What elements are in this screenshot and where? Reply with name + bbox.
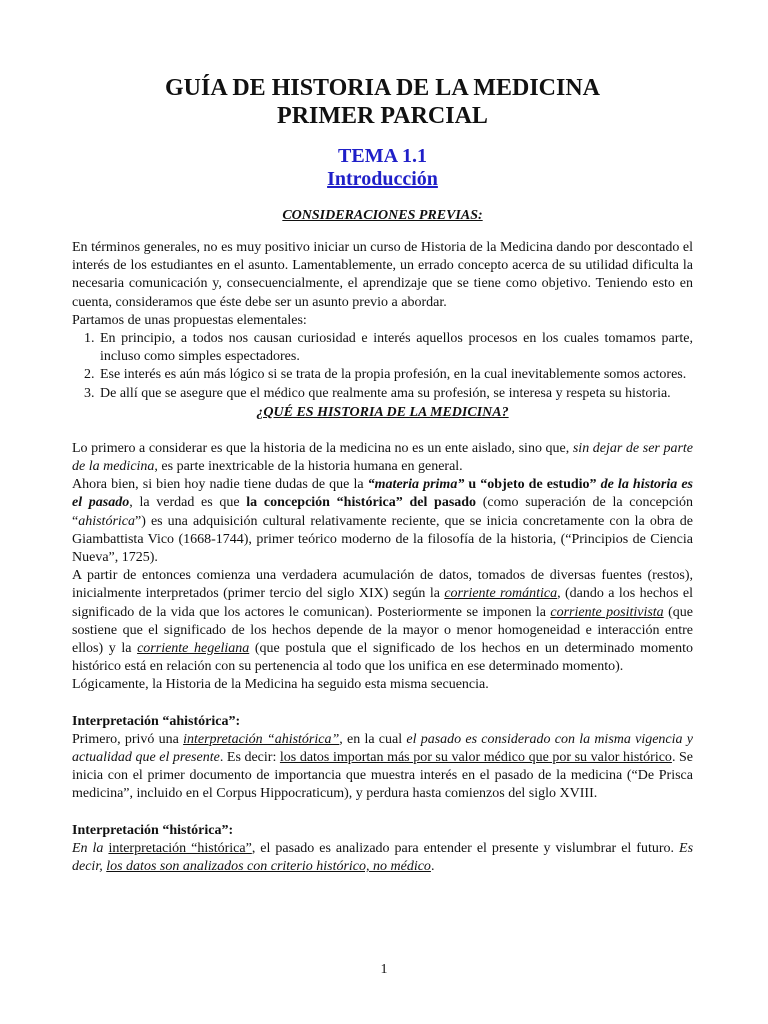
text-run: (que sostiene que el significado de los hechos depende de la mayor o menor homogeneidad e interacción entre ellos) y la — [72, 604, 693, 657]
title-line-2: PRIMER PARCIAL — [277, 103, 488, 129]
text-run: ”) es una adquisición cultural relativamente reciente, que se inicia concretamente con la obra de Giambattista Vico (1668-1744), primer teórico moderno de la filosofía de la historia, (“Principios de Ciencia Nueva”, 1725). — [72, 513, 693, 566]
text-run-underline: los datos importan más por su valor médico que por su valor histórico — [279, 750, 672, 766]
paragraph-consideraciones: En términos generales, no es muy positivo iniciar un curso de Historia de la Medicina dando por descontado el interés de los estudiantes en el asunto. Lamentablemente, un errado concepto acerca de su utilidad dificulta la necesaria comunicación y, consecuencialmente, el aprendizaje que se tiene como objetivo. Teniendo esto en cuenta, consideramos que éste debe ser un asunto previo a abordar. — [72, 240, 693, 310]
text-run-italic-underline: corriente hegeliana — [137, 641, 250, 657]
text-run-italic: Es decir, — [72, 840, 694, 875]
tema-label: TEMA 1.1 — [338, 145, 427, 167]
subheading-historica: Interpretación “histórica”: — [72, 822, 234, 838]
paragraph-ahistorica — [72, 731, 693, 804]
section-heading-consideraciones: CONSIDERACIONES PREVIAS: — [282, 208, 483, 223]
text-run-italic-underline: los datos son analizados con criterio histórico, no médico — [106, 859, 431, 875]
section-heading-que-es: ¿QUÉ ES HISTORIA DE LA MEDICINA? — [256, 404, 509, 420]
text-run-bold-italic: de la historia es el pasado — [72, 477, 694, 511]
text-run-italic: el pasado es considerado con la misma vigencia y actualidad que el presente — [72, 731, 693, 766]
document-page — [72, 74, 693, 876]
paragraph-secuencia: Lógicamente, la Historia de la Medicina ha seguido esta misma secuencia. — [72, 677, 489, 693]
text-run-underline: interpretación “histórica” — [108, 840, 252, 856]
text-run: , el pasado es analizado para entender el presente y vislumbrar el futuro. — [251, 840, 680, 856]
text-run-italic: En la — [72, 840, 109, 856]
text-run: . Es decir: — [219, 750, 280, 766]
title-line-1: GUÍA DE HISTORIA DE LA MEDICINA — [165, 75, 600, 101]
paragraph-materia-prima — [72, 476, 693, 567]
text-run-italic: sin dejar de ser parte de la medicina — [72, 440, 693, 475]
text-run-italic: ahistórica — [78, 513, 135, 529]
list-item: 1. En principio, a todos nos causan curiosidad e interés aquellos procesos en los cuales tomamos parte, incluso como simples espectadores. — [98, 330, 693, 366]
text-run-italic-underline: corriente romántica — [444, 586, 558, 602]
text-run: , (dando a los hechos el significado de la vida que los actores le comunican). Posteriormente se imponen la — [72, 586, 693, 620]
page-number: 1 — [380, 962, 388, 977]
text-run: A partir de entonces comienza una verdadera acumulación de datos, tomados de diversas fuentes (restos), inicialmente interpretados (primer tercio del siglo XIX) según la — [72, 568, 693, 602]
text-run: . Se inicia con el primer documento de importancia que muestra interés en el pasado de la medicina (“De Prisca medicina”, incluido en el Corpus Hippocraticum), y perdura hasta comienzos del siglo XVIII. — [72, 750, 694, 802]
paragraph-ente-aislado — [72, 440, 693, 476]
text-run-italic-underline: interpretación “ahistórica” — [183, 731, 340, 747]
text-run: Ahora bien, si bien hoy nadie tiene dudas de que la — [72, 477, 368, 493]
text-run: Lo primero a considerar es que la historia de la medicina no es un ente aislado, sino que, — [72, 440, 573, 456]
subheading-ahistorica: Interpretación “ahistórica”: — [72, 713, 241, 729]
text-run: , es parte inextricable de la historia humana en general. — [154, 459, 463, 475]
paragraph-historica — [72, 840, 693, 876]
document-title — [72, 74, 693, 130]
paragraph-corrientes — [72, 567, 693, 676]
text-run: , en la cual — [339, 731, 407, 747]
text-run-bold: u “objeto de estudio” — [464, 477, 601, 493]
text-run-italic-underline: corriente positivista — [550, 604, 664, 620]
paragraph-intro-line: Partamos de unas propuestas elementales: — [72, 312, 307, 328]
text-run-bold: la concepción “histórica” del pasado — [246, 495, 477, 511]
tema-subtitle: Introducción — [327, 168, 438, 190]
text-run: Primero, privó una — [72, 731, 184, 747]
propuestas-list — [72, 330, 693, 403]
list-item: 2. Ese interés es aún más lógico si se trata de la propia profesión, en la cual inevitablemente somos actores. — [98, 366, 693, 384]
text-run: (que postula que el significado de los hechos en un determinado momento histórico está en relación con su pertenencia al todo que los unifica en ese determinado momento). — [72, 641, 694, 675]
text-run: (como superación de la concepción “ — [72, 495, 693, 529]
text-run: , la verdad es que — [129, 495, 247, 511]
list-item: 3. De allí que se asegure que el médico que realmente ama su profesión, se interesa y respeta su historia. — [98, 385, 693, 403]
text-run-bold-italic: “materia prima” — [367, 477, 465, 493]
text-run: . — [430, 859, 435, 875]
